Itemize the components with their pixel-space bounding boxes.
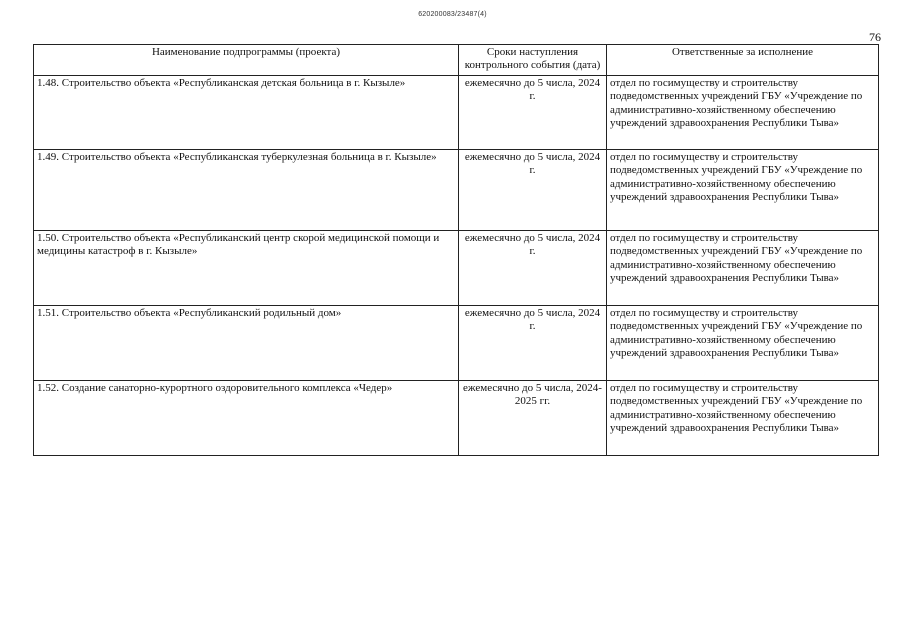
table-row bbox=[34, 75, 879, 149]
cell-term: ежемесячно до 5 числа, 2024-2025 гг. bbox=[459, 380, 607, 455]
cell-term: ежемесячно до 5 числа, 2024 г. bbox=[459, 149, 607, 230]
cell-responsible: отдел по госимуществу и строительству подведомственных учреждений ГБУ «Учреждение по административно-хозяйственному обеспечению учреждений здравоохранения Республики Тыва» bbox=[607, 230, 879, 305]
cell-term: ежемесячно до 5 числа, 2024 г. bbox=[459, 305, 607, 380]
cell-responsible: отдел по госимуществу и строительству подведомственных учреждений ГБУ «Учреждение по административно-хозяйственному обеспечению учреждений здравоохранения Республики Тыва» bbox=[607, 75, 879, 149]
cell-responsible: отдел по госимуществу и строительству подведомственных учреждений ГБУ «Учреждение по административно-хозяйственному обеспечению учреждений здравоохранения Республики Тыва» bbox=[607, 305, 879, 380]
cell-project-name: 1.50. Строительство объекта «Республиканский центр скорой медицинской помощи и медицины катастроф в г. Кызыле» bbox=[34, 230, 459, 305]
cell-responsible: отдел по госимуществу и строительству подведомственных учреждений ГБУ «Учреждение по административно-хозяйственному обеспечению учреждений здравоохранения Республики Тыва» bbox=[607, 149, 879, 230]
table-row bbox=[34, 230, 879, 305]
cell-project-name: 1.48. Строительство объекта «Республиканская детская больница в г. Кызыле» bbox=[34, 75, 459, 149]
table-row bbox=[34, 380, 879, 455]
control-events-table bbox=[33, 44, 879, 456]
column-header-name: Наименование подпрограммы (проекта) bbox=[34, 45, 459, 76]
cell-term: ежемесячно до 5 числа, 2024 г. bbox=[459, 230, 607, 305]
page-number: 76 bbox=[869, 30, 881, 44]
column-header-responsible: Ответственные за исполнение bbox=[607, 45, 879, 76]
cell-term: ежемесячно до 5 числа, 2024 г. bbox=[459, 75, 607, 149]
document-code: 620200083/23487(4) bbox=[418, 11, 487, 18]
table-header-row bbox=[34, 45, 879, 76]
cell-project-name: 1.52. Создание санаторно-курортного оздоровительного комплекса «Чедер» bbox=[34, 380, 459, 455]
cell-project-name: 1.49. Строительство объекта «Республиканская туберкулезная больница в г. Кызыле» bbox=[34, 149, 459, 230]
column-header-term: Сроки наступления контрольного события (дата) bbox=[459, 45, 607, 76]
cell-project-name: 1.51. Строительство объекта «Республиканский родильный дом» bbox=[34, 305, 459, 380]
table-row bbox=[34, 149, 879, 230]
cell-responsible: отдел по госимуществу и строительству подведомственных учреждений ГБУ «Учреждение по административно-хозяйственному обеспечению учреждений здравоохранения Республики Тыва» bbox=[607, 380, 879, 455]
table-row bbox=[34, 305, 879, 380]
